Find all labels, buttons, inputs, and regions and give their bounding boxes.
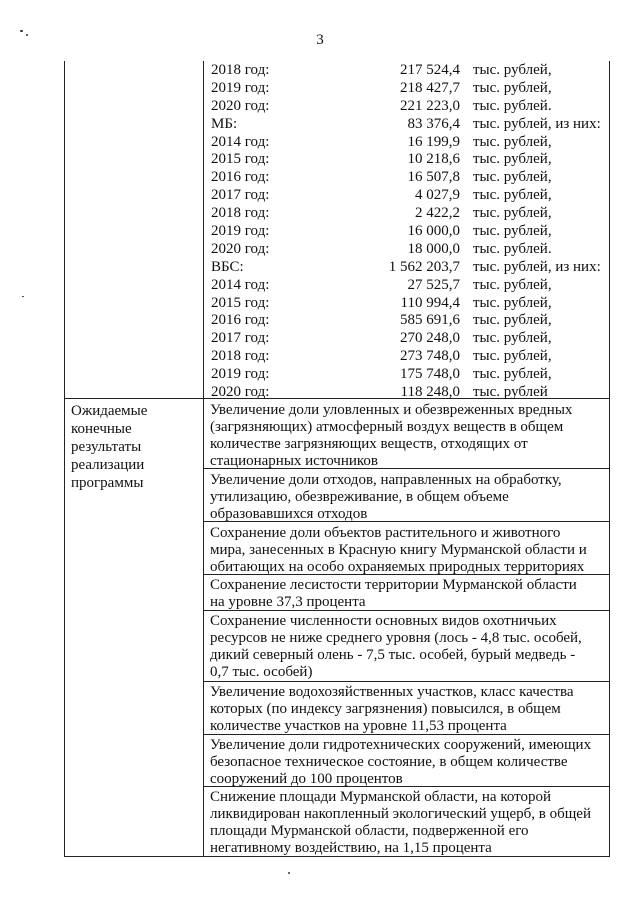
result-line: утилизацию, обезвреживание, в общем объеме [210,489,509,505]
result-line: (загрязняющих) атмосферный воздух веществ в общем [210,419,564,435]
result-line: Увеличение доли гидротехнических сооружений, имеющих [210,737,592,753]
scan-speck [22,296,24,297]
financing-row-value: 273 748,0 [400,348,460,365]
financing-row-unit: тыс. рублей, [473,133,552,150]
financing-row-label: 2015 год: [211,151,270,168]
result-line: Сохранение доли объектов растительного и животного [210,525,561,541]
financing-row [211,134,606,152]
result-line: дикий северный олень - 7,5 тыс. особей, бурый медведь - [210,647,576,663]
financing-row-label: 2020 год: [211,97,270,114]
financing-row-value: 217 524,4 [400,62,460,78]
financing-row-label: 2014 год: [211,133,270,150]
scan-speck [26,34,28,36]
financing-row-label: 2019 год: [211,223,270,240]
financing-row-label: 2019 год: [211,366,270,383]
financing-row [211,295,606,313]
section-label-line: реализации [71,457,145,473]
result-item [210,525,606,576]
result-item [210,402,606,470]
result-line: количестве участков на уровне 11,53 процента [210,718,507,734]
financing-row [211,366,606,384]
section-label-line: Ожидаемые [71,403,148,419]
financing-row [211,277,606,295]
result-line: Увеличение доли уловленных и обезвреженных вредных [210,402,573,418]
result-item [210,789,606,857]
financing-row-unit: тыс. рублей, из них: [473,258,601,275]
financing-row-value: 16 507,8 [407,169,460,186]
financing-row [211,223,606,241]
result-line: на уровне 37,3 процента [210,594,366,610]
financing-row-value: 4 027,9 [415,187,460,204]
table-row-divider [203,681,610,682]
financing-row-unit: тыс. рублей, [473,151,552,168]
table-column-divider [203,61,204,857]
financing-row-label: 2015 год: [211,294,270,311]
financing-row-label: 2018 год: [211,205,270,222]
financing-row [211,330,606,348]
financing-row-value: 18 000,0 [407,240,460,257]
financing-row-label: МБ: [211,115,238,132]
financing-row [211,241,606,259]
financing-row [211,169,606,187]
financing-row-unit: тыс. рублей, [473,169,552,186]
financing-row [211,116,606,134]
financing-row-value: 175 748,0 [400,366,460,383]
financing-row-unit: тыс. рублей, [473,348,552,365]
financing-row-value: 221 223,0 [400,97,460,114]
financing-row-label: 2020 год: [211,240,270,257]
financing-row-unit: тыс. рублей, [473,79,552,96]
financing-row [211,205,606,223]
financing-row-value: 270 248,0 [400,330,460,347]
financing-row-label: 2019 год: [211,79,270,96]
financing-row-value: 585 691,6 [400,312,460,329]
financing-row-label: 2017 год: [211,330,270,347]
financing-row-label: 2016 год: [211,312,270,329]
financing-row-unit: тыс. рублей, [473,62,552,78]
financing-row [211,259,606,277]
financing-row [211,348,606,366]
financing-row [211,312,606,330]
result-item [210,737,606,788]
financing-row-value: 16 199,9 [407,133,460,150]
financing-row-label: 2014 год: [211,276,270,293]
financing-row [211,62,606,80]
financing-row-unit: тыс. рублей, [473,187,552,204]
financing-row-value: 27 525,7 [407,276,460,293]
financing-row-unit: тыс. рублей, [473,294,552,311]
financing-row-label: 2017 год: [211,187,270,204]
result-line: Снижение площади Мурманской области, на которой [210,789,552,805]
result-line: ликвидирован накопленный экологический ущерб, в общей [210,806,591,822]
financing-row-value: 218 427,7 [400,79,460,96]
result-item [210,472,606,523]
financing-row [211,98,606,116]
financing-row-value: 10 218,6 [407,151,460,168]
financing-row-unit: тыс. рублей, [473,223,552,240]
financing-row-unit: тыс. рублей, [473,205,552,222]
financing-list [211,62,606,402]
result-line: которых (по индексу загрязнения) повысился, в общем [210,701,561,717]
financing-row-unit: тыс. рублей, [473,330,552,347]
financing-row [211,151,606,169]
result-line: Увеличение водохозяйственных участков, класс качества [210,684,574,700]
result-line: мира, занесенных в Красную книгу Мурманской области и [210,542,587,558]
section-label-expected-results [71,402,196,492]
result-line: Сохранение численности основных видов охотничьих [210,613,557,629]
financing-row-unit: тыс. рублей. [473,240,552,257]
result-line: негативному воздействию, на 1,15 процента [210,840,492,856]
financing-row [211,80,606,98]
financing-row-unit: тыс. рублей. [473,97,552,114]
financing-row-unit: тыс. рублей, [473,276,552,293]
result-line: сооружений до 100 процентов [210,771,403,787]
result-line: ресурсов не ниже среднего уровня (лось - 4,8 тыс. особей, [210,630,582,646]
financing-row-unit: тыс. рублей, [473,312,552,329]
financing-row-label: 2018 год: [211,348,270,365]
result-line: обитающих на особо охраняемых природных территориях [210,559,585,575]
result-item [210,684,606,735]
financing-row-value: 16 000,0 [407,223,460,240]
result-line: 0,7 тыс. особей) [210,664,313,680]
financing-row [211,187,606,205]
financing-row-value: 110 994,4 [400,294,460,311]
result-item [210,577,606,611]
result-line: Сохранение лесистости территории Мурманской области [210,577,577,593]
section-label-line: конечные [71,421,132,437]
result-line: количестве загрязняющих веществ, отходящих от [210,436,528,452]
section-label-line: результаты [71,439,142,455]
financing-row-label: 2018 год: [211,62,270,78]
financing-row [211,384,606,402]
result-line: Увеличение доли отходов, направленных на обработку, [210,472,562,488]
financing-row-value: 118 248,0 [400,384,460,401]
result-line: площади Мурманской области, подверженной его [210,823,529,839]
financing-row-unit: тыс. рублей, [473,366,552,383]
financing-row-unit: тыс. рублей [473,384,548,401]
result-line: безопасное техническое состояние, в общем количестве [210,754,568,770]
financing-row-value: 83 376,4 [407,115,460,132]
result-item [210,613,606,681]
financing-row-label: ВБС: [211,258,244,275]
financing-row-value: 2 422,2 [415,205,460,222]
result-line: образовавшихся отходов [210,506,368,522]
result-line: стационарных источников [210,453,379,469]
financing-row-label: 2020 год: [211,384,270,401]
section-label-line: программы [71,475,144,491]
scan-speck [288,872,290,874]
financing-row-value: 1 562 203,7 [388,258,460,275]
scan-speck [20,30,23,32]
financing-row-unit: тыс. рублей, из них: [473,115,601,132]
financing-row-label: 2016 год: [211,169,270,186]
page-number: 3 [316,32,324,48]
